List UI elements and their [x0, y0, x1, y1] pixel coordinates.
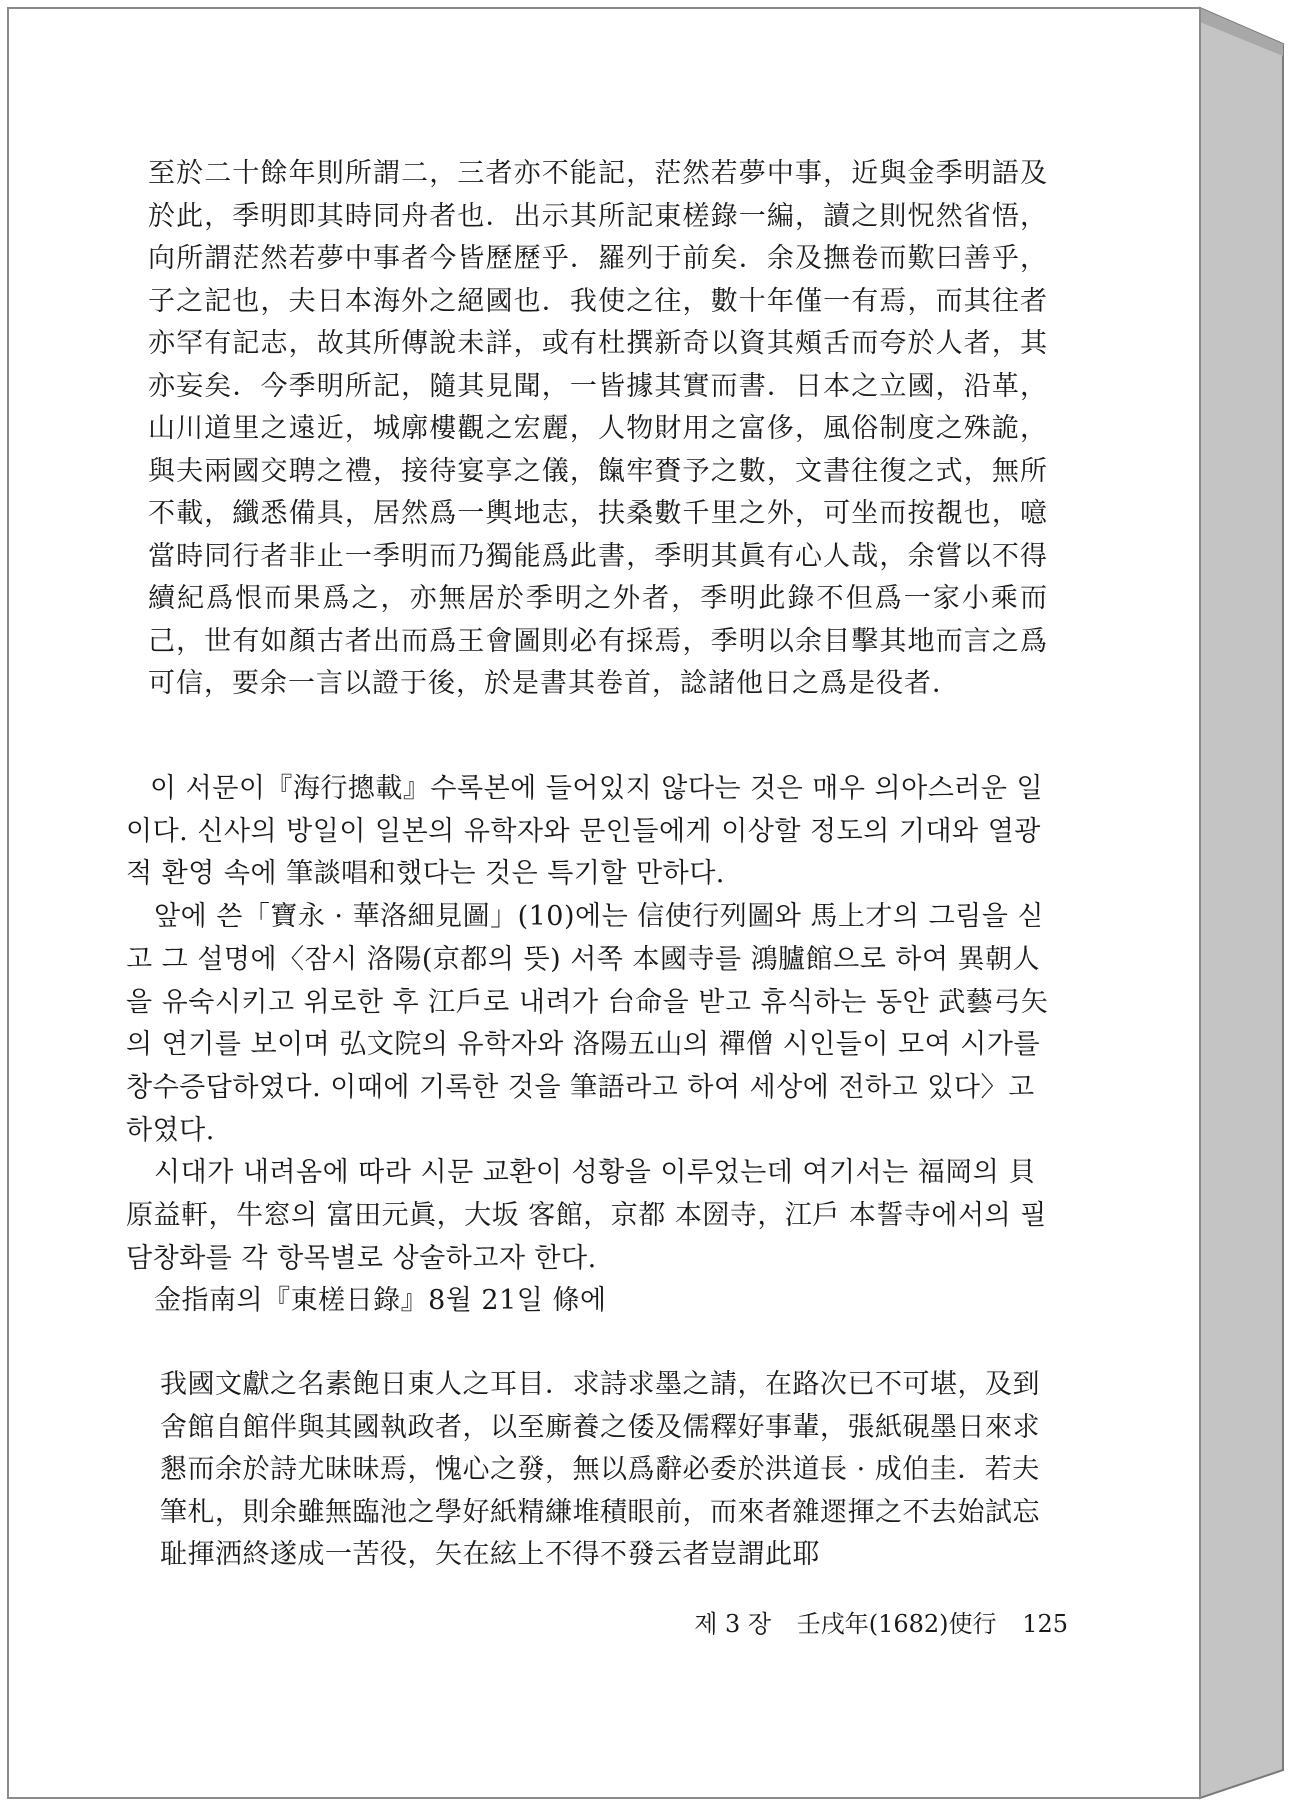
running-footer: [668, 1604, 1068, 1639]
korean-commentary: [126, 768, 1050, 1323]
footer-section: 壬戌年(1682)使行: [796, 1610, 997, 1638]
korean-paragraph-2: 앞에 쓴「寶永 · 華洛細見圖」(10)에는 信使行列圖와 馬上才의 그림을 싣고 그 설명에〈잠시 洛陽(京都의 뜻) 서쪽 本國寺를 鴻臚館으로 하여 異朝人을 유숙시키고 위로한 후 江戶로 내려가 台命을 받고 휴식하는 동안 武藝弓矢의 연기를 보이며 弘文院의 유학자와 洛陽五山의 禪僧 시인들이 모여 시가를 창수증답하였다. 이때에 기록한 것을 筆語라고 하여 세상에 전하고 있다〉고 하였다.: [126, 901, 1049, 1146]
footer-chapter: 제 3 장: [694, 1610, 772, 1638]
classical-chinese-preface: [148, 153, 1048, 706]
korean-paragraph-4: 金指南의『東槎日錄』8월 21일 條에: [154, 1285, 607, 1317]
block-quote-classical: [160, 1364, 1060, 1577]
quote-text: 我國文獻之名素飽日東人之耳目．求詩求墨之請，在路次已不可堪，及到舍館自館伴與其國執政者，以至廝養之倭及儒釋好事輩，張紙硯墨日來求懇而余於詩尤昧昧焉，愧心之發，無以爲辭必委於洪道長 · 成伯圭．若夫筆札，則余雖無臨池之學好紙精縑堆積眼前，而來者雜遝揮之不去始試忘耻揮洒終遂成一苦役，矢在絃上不得不發云者豈謂此耶: [160, 1369, 1040, 1571]
preface-text: 至於二十餘年則所謂二，三者亦不能記，茫然若夢中事，近與金季明語及於此，季明即其時同舟者也．出示其所記東槎錄一編，讀之則怳然省悟，向所謂茫然若夢中事者今皆歷歷乎．羅列于前矣．余及撫卷而歎曰善乎，子之記也，夫日本海外之絕國也．我使之往，數十年僅一有焉，而其往者亦罕有記志，故其所傳說未詳，或有杜撰新奇以資其頰舌而夸於人者，其亦妄矣．今季明所記，隨其見聞，一皆據其實而書．日本之立國，沿革，山川道里之遠近，城廓樓觀之宏麗，人物財用之富侈，風俗制度之殊詭，與夫兩國交聘之禮，接待宴享之儀，餼牢賚予之數，文書往復之式，無所不載，纖悉備具，居然爲一輿地志，扶桑數千里之外，可坐而按覩也，噫當時同行者非止一季明而乃獨能爲此書，季明其眞有心人哉，余嘗以不得續紀爲恨而果爲之，亦無居於季明之外者，季明此錄不但爲一家小乘而己，世有如顏古者出而爲王會圖則必有採焉，季明以余目擊其地而言之爲可信，要余一言以證于後，於是書其卷首，諗諸他日之爲是役者．: [148, 158, 1048, 699]
page-number: 125: [1022, 1610, 1068, 1638]
korean-paragraph-1: 이 서문이『海行摠載』수록본에 들어있지 않다는 것은 매우 의아스러운 일이다. 신사의 방일이 일본의 유학자와 문인들에게 이상할 정도의 기대와 열광적 환영 속에 筆談唱和했다는 것은 특기할 만하다.: [126, 773, 1044, 890]
korean-paragraph-3: 시대가 내려옴에 따라 시문 교환이 성황을 이루었는데 여기서는 福岡의 貝原益軒，牛窓의 富田元眞，大坂 客館，京都 本圀寺，江戶 本誓寺에서의 필담창화를 각 항목별로 상술하고자 한다.: [126, 1157, 1047, 1274]
document-page: [8, 8, 1200, 1798]
